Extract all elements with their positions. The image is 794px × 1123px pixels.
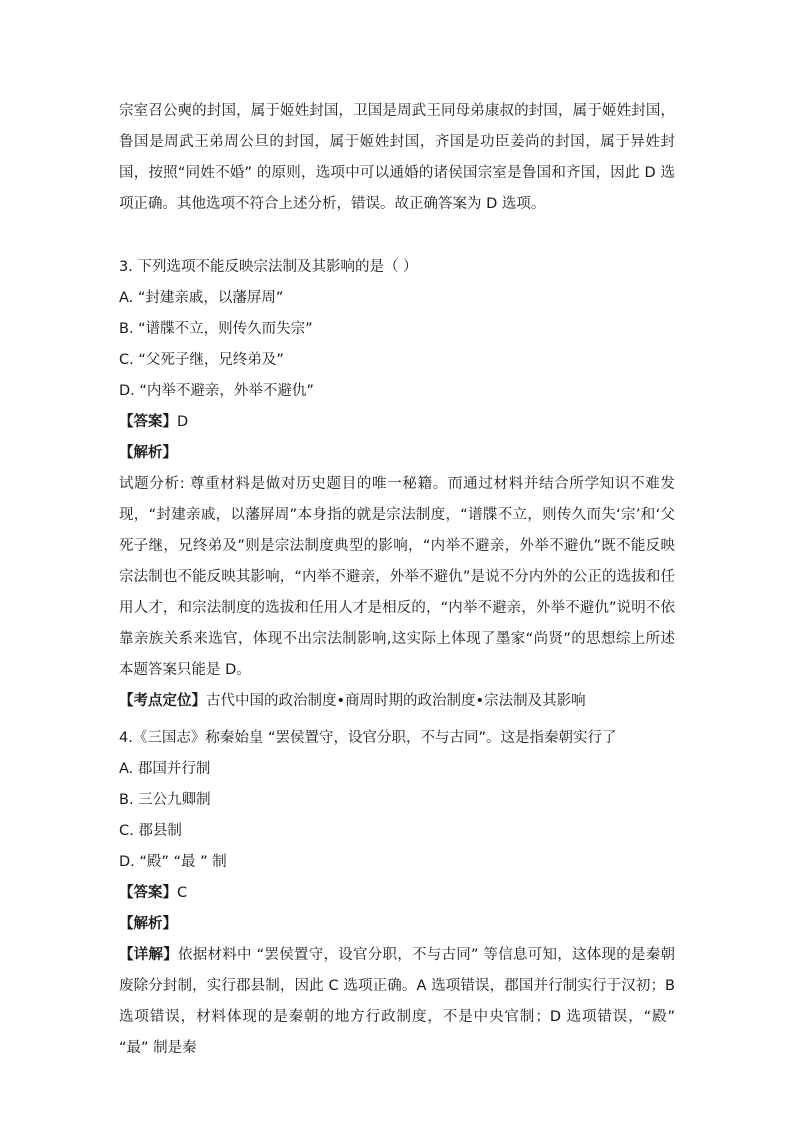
q3-option-b: B. “谱牒不立，则传久而失宗” [119,321,313,337]
q3-option-c: C. “父死子继，兄终弟及” [119,352,284,368]
q4-stem: 4.《三国志》称秦始皇 “罢侯置守，设官分职，不与古同”。这是指秦朝实行了 [119,730,617,746]
q3-option-d: D. “内举不避亲，外举不避仇” [119,383,314,399]
q4-answer-tag: 【答案】 [119,885,177,901]
q3-stem: 3. 下列选项不能反映宗法制及其影响的是（ ） [119,259,418,275]
q4-option-a: A. 郡国并行制 [119,761,211,777]
q4-analysis-tag: 【解析】 [119,916,177,932]
q3-answer-tag: 【答案】 [119,414,177,430]
q4-option-d: D. “殿” “最 ” 制 [119,854,227,870]
q4-answer [119,878,675,909]
intro-paragraph: 宗室召公奭的封国，属于姬姓封国，卫国是周武王同母弟康叔的封国，属于姬姓封国，鲁国是周武王弟周公旦的封国，属于姬姓封国，齐国是功臣姜尚的封国，属于异姓封国，按照“同姓不婚” 的原则，选项中可以通婚的诸侯国宗室是鲁国和齐国，因此 D 选项正确。其他选项不符合上述分析，错误。故正确答案为 D 选项。 [119,103,675,212]
question-3 [119,252,675,717]
q3-kaodian [119,686,675,717]
q4-answer-value: C [177,885,188,901]
q4-detail-tag: 【详解】 [119,947,179,963]
q4-detail [119,940,675,1064]
q4-option-c: C. 郡县制 [119,823,182,839]
q3-kaodian-tag: 【考点定位】 [119,693,206,709]
q3-answer-value: D [177,414,189,430]
question-4 [119,723,675,1064]
q3-answer [119,407,675,438]
q3-analysis-text: 试题分析: 尊重材料是做对历史题目的唯一秘籍。而通过材料并结合所学知识不难发现，“封建亲戚，以藩屏周”本身指的就是宗法制度，“谱牒不立，则传久而失‘宗’和‘父死子继，兄终弟及”则是宗法制度典型的影响，“内举不避亲，外举不避仇”既不能反映宗法制也不能反映其影响，“内举不避亲，外举不避仇”是说不分内外的公正的选拔和任用人才，和宗法制度的选拔和任用人才是相反的，“内举不避亲，外举不避仇”说明不依靠亲族关系来选官，体现不出宗法制影响,这实际上体现了墨家“尚贤”的思想综上所述本题答案只能是 D。 [119,476,675,678]
q3-kaodian-text: 古代中国的政治制度•商周时期的政治制度•宗法制及其影响 [206,693,586,709]
q4-option-b: B. 三公九卿制 [119,792,211,808]
q3-analysis-tag: 【解析】 [119,445,177,461]
q3-option-a: A. “封建亲戚，以藩屏周” [119,290,284,306]
q4-detail-text: 依据材料中 “罢侯置守，设官分职，不与古同” 等信息可知，这体现的是秦朝废除分封制，实行郡县制，因此 C 选项正确。A 选项错误，郡国并行制实行于汉初；B 选项错误，材料体现的是秦朝的地方行政制度，不是中央官制；D 选项错误，“殿” “最” 制是秦 [119,947,675,1056]
